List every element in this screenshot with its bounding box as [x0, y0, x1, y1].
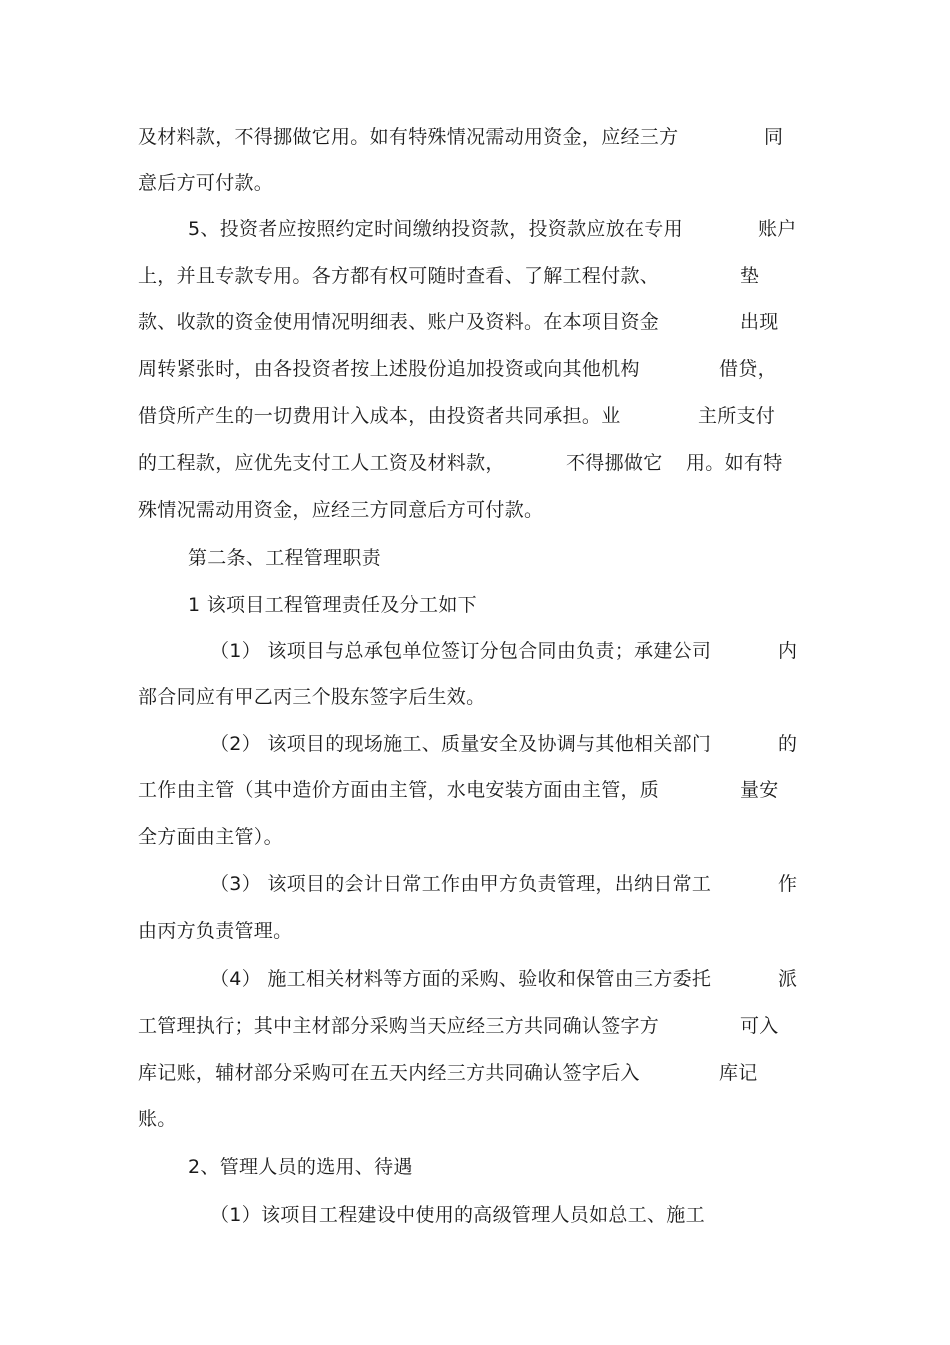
- line-text: 款、收款的资金使用情况明细表、账户及资料。在本项目资金: [138, 311, 660, 333]
- line-text: 及材料款，不得挪做它用。如有特殊情况需动用资金，应经三方: [138, 126, 679, 148]
- line-text-tail: 内: [778, 640, 798, 662]
- line-text: （1）该项目工程建设中使用的高级管理人员如总工、施工: [210, 1204, 705, 1226]
- heading-text: 第二条、工程管理职责: [188, 547, 382, 569]
- line-text-tail: 作: [778, 873, 798, 895]
- line-text: 库记账，辅材部分采购可在五天内经三方共同确认签字后入: [138, 1062, 640, 1084]
- line-text: （4） 施工相关材料等方面的采购、验收和保管由三方委托: [210, 968, 712, 990]
- line-text-tail: 可入: [740, 1015, 779, 1037]
- line-text: 工作由主管（其中造价方面由主管，水电安装方面由主管，质: [138, 779, 660, 801]
- line-text: 借贷所产生的一切费用计入成本，由投资者共同承担。业: [138, 405, 621, 427]
- line-text: （2） 该项目的现场施工、质量安全及协调与其他相关部门: [210, 733, 712, 755]
- line-text-tail: 量安: [740, 779, 779, 801]
- line-text-tail: 派: [778, 968, 798, 990]
- line-text-tail: 出现: [740, 311, 779, 333]
- line-text: 1 该项目工程管理责任及分工如下: [188, 594, 477, 616]
- line-text-tail: 借贷，: [719, 358, 777, 380]
- line-text-mid: 不得挪做它: [566, 452, 663, 474]
- line-text: 周转紧张时，由各投资者按上述股份追加投资或向其他机构: [138, 358, 640, 380]
- line-text: 部合同应有甲乙丙三个股东签字后生效。: [138, 686, 486, 708]
- line-text: 工管理执行；其中主材部分采购当天应经三方共同确认签字方: [138, 1015, 660, 1037]
- line-text: 殊情况需动用资金，应经三方同意后方可付款。: [138, 499, 544, 521]
- line-text: 意后方可付款。: [138, 172, 274, 194]
- line-text-tail: 账户: [758, 218, 797, 240]
- line-text: 账。: [138, 1108, 177, 1130]
- line-text: 5、投资者应按照约定时间缴纳投资款，投资款应放在专用: [188, 218, 683, 240]
- line-text: （3） 该项目的会计日常工作由甲方负责管理，出纳日常工: [210, 873, 712, 895]
- line-text: （1） 该项目与总承包单位签订分包合同由负责；承建公司: [210, 640, 712, 662]
- line-text-tail: 同: [764, 126, 784, 148]
- line-text: 2、管理人员的选用、待遇: [188, 1156, 413, 1178]
- line-text-tail: 的: [778, 733, 798, 755]
- line-text-tail: 垫: [740, 265, 760, 287]
- line-text-tail: 用。如有特: [686, 452, 783, 474]
- line-text: 由丙方负责管理。: [138, 920, 293, 942]
- line-text-tail: 主所支付: [698, 405, 776, 427]
- line-text: 的工程款，应优先支付工人工资及材料款，: [138, 452, 505, 474]
- line-text: 上，并且专款专用。各方都有权可随时查看、了解工程付款、: [138, 265, 660, 287]
- line-text: 全方面由主管）。: [138, 826, 283, 848]
- line-text-tail: 库记: [719, 1062, 758, 1084]
